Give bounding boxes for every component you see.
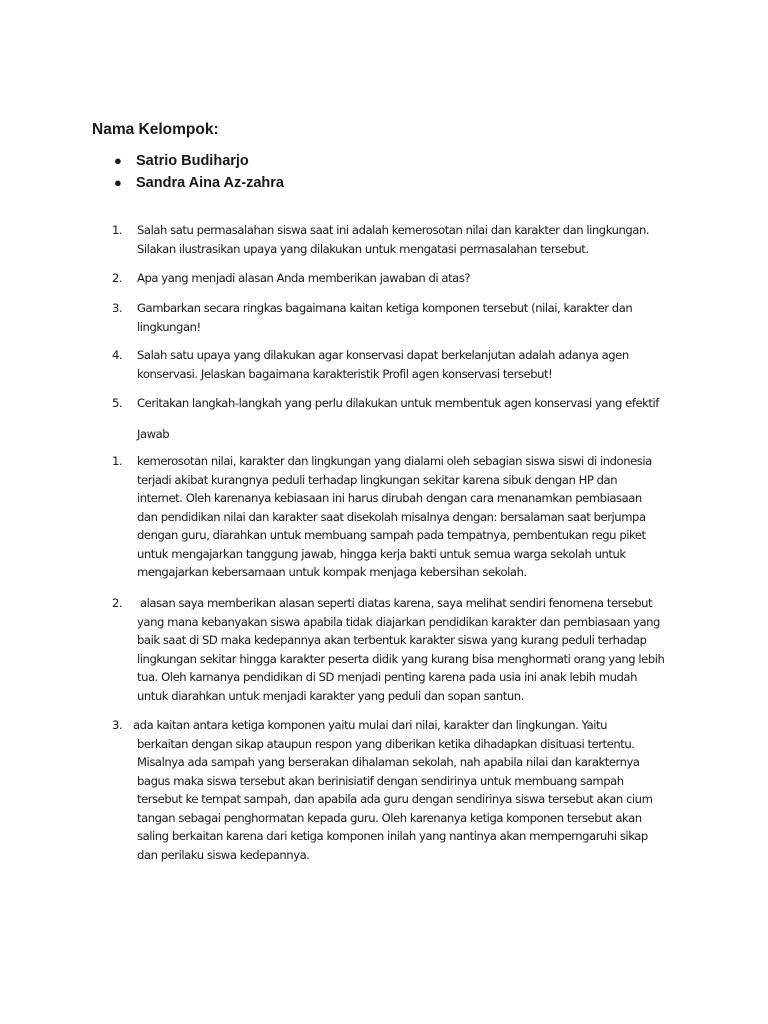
bullet-icon: ● [114, 175, 122, 190]
answer-line: ada kaitan antara ketiga komponen yaitu mulai dari nilai, karakter dan lingkungan. Yaitu [133, 718, 608, 732]
question-line: Salah satu upaya yang dilakukan agar konservasi dapat berkelanjutan adalah adanya agen [137, 348, 629, 362]
question-line: lingkungan! [137, 319, 201, 334]
answer-line: dan perilaku siswa kedepannya. [137, 847, 310, 862]
member-list [112, 150, 284, 194]
member-item [112, 150, 284, 172]
answer-number: 3. [112, 718, 123, 732]
answer-line: tua. Oleh karnanya pendidikan di SD menjadi penting karena pada usia ini anak lebih mudah [137, 670, 637, 684]
question-item [112, 346, 682, 383]
answer-line: kemerosotan nilai, karakter dan lingkungan yang dialami oleh sebagian siswa siswi di indonesia [137, 454, 652, 468]
answer-line: mengajarkan kebersamaan untuk kompak menjaga kebersihan sekolah. [137, 565, 527, 579]
answer-line: terjadi akibat kurangnya peduli terhadap lingkungan sekitar karena sibuk dengan HP dan [137, 472, 618, 487]
answer-line: bagus maka siswa tersebut akan berinisiatif dengan sendirinya untuk membuang sampah [137, 773, 624, 788]
answer-line: tersebut ke tempat sampah, dan apabila ada guru dengan sendirinya siswa tersebut akan cium [137, 792, 653, 806]
question-number: 4. [112, 348, 123, 362]
answer-line: alasan saya memberikan alasan seperti diatas karena, saya melihat sendiri fenomena tersebut [140, 596, 653, 610]
question-line: Gambarkan secara ringkas bagaimana kaitan ketiga komponen tersebut (nilai, karakter dan [137, 301, 633, 315]
answer-line: Misalnya ada sampah yang berserakan dihalaman sekolah, nah apabila nilai dan karakternya [137, 755, 640, 769]
answer-line: dengan guru, diarahkan untuk membuang sampah pada tempatnya, pembentukan regu piket [137, 528, 646, 542]
group-title: Nama Kelompok: [92, 121, 219, 138]
question-number: 5. [112, 396, 123, 410]
answer-line: berkaitan dengan sikap ataupun respon yang diberikan ketika dihadapkan disituasi tertentu. [137, 736, 635, 751]
question-item [112, 299, 682, 336]
question-line: konservasi. Jelaskan bagaimana karakteristik Profil agen konservasi tersebut! [137, 366, 553, 381]
question-line: Ceritakan langkah-langkah yang perlu dilakukan untuk membentuk agen konservasi yang efektif [137, 396, 659, 410]
answer-number: 2. [112, 596, 123, 610]
member-name: Satrio Budiharjo [136, 153, 249, 169]
answer-item [112, 452, 682, 582]
answer-line: internet. Oleh karenanya kebiasaan ini harus dirubah dengan cara menanamkan pembiasaan [137, 491, 642, 505]
member-name: Sandra Aina Az-zahra [136, 175, 284, 191]
answer-line: tangan sebagai penghormatan kepada guru. Oleh karenanya ketiga komponen tersebut akan [137, 810, 642, 825]
question-number: 2. [112, 271, 123, 285]
answer-line: yang mana kebanyakan siswa apabila tidak diajarkan pendidikan karakter dan pembiasaan yang [137, 614, 660, 629]
answer-line: dan pendidikan nilai dan karakter saat disekolah misalnya dengan: bersalaman saat berjumpa [137, 509, 646, 524]
answer-line: untuk diarahkan untuk menjadi karakter yang peduli dan sopan santun. [137, 688, 524, 703]
bullet-icon: ● [114, 153, 122, 168]
question-line: Silakan ilustrasikan upaya yang dilakukan untuk mengatasi permasalahan tersebut. [137, 241, 589, 256]
answer-line: saling berkaitan karena dari ketiga komponen inilah yang nantinya akan memperngaruhi sikap [137, 829, 648, 843]
question-item [112, 269, 682, 288]
answer-line: untuk mengajarkan tanggung jawab, hingga kerja bakti untuk semua warga sekolah untuk [137, 546, 626, 561]
answer-number: 1. [112, 454, 123, 468]
answer-line: lingkungan sekitar hingga karakter peserta didik yang kurang bisa menghormati orang yang lebih [137, 651, 665, 666]
answer-heading: Jawab [137, 427, 170, 441]
question-number: 1. [112, 223, 123, 237]
answer-item [112, 594, 682, 705]
answer-item [112, 716, 682, 864]
answer-line: baik saat di SD maka kedepannya akan terbentuk karakter siswa yang kurang peduli terhadap [137, 633, 647, 647]
question-number: 3. [112, 301, 123, 315]
question-line: Apa yang menjadi alasan Anda memberikan jawaban di atas? [137, 271, 471, 285]
member-item [112, 172, 284, 194]
question-item [112, 394, 682, 413]
question-line: Salah satu permasalahan siswa saat ini adalah kemerosotan nilai dan karakter dan lingkungan. [137, 223, 650, 237]
question-item [112, 221, 682, 258]
